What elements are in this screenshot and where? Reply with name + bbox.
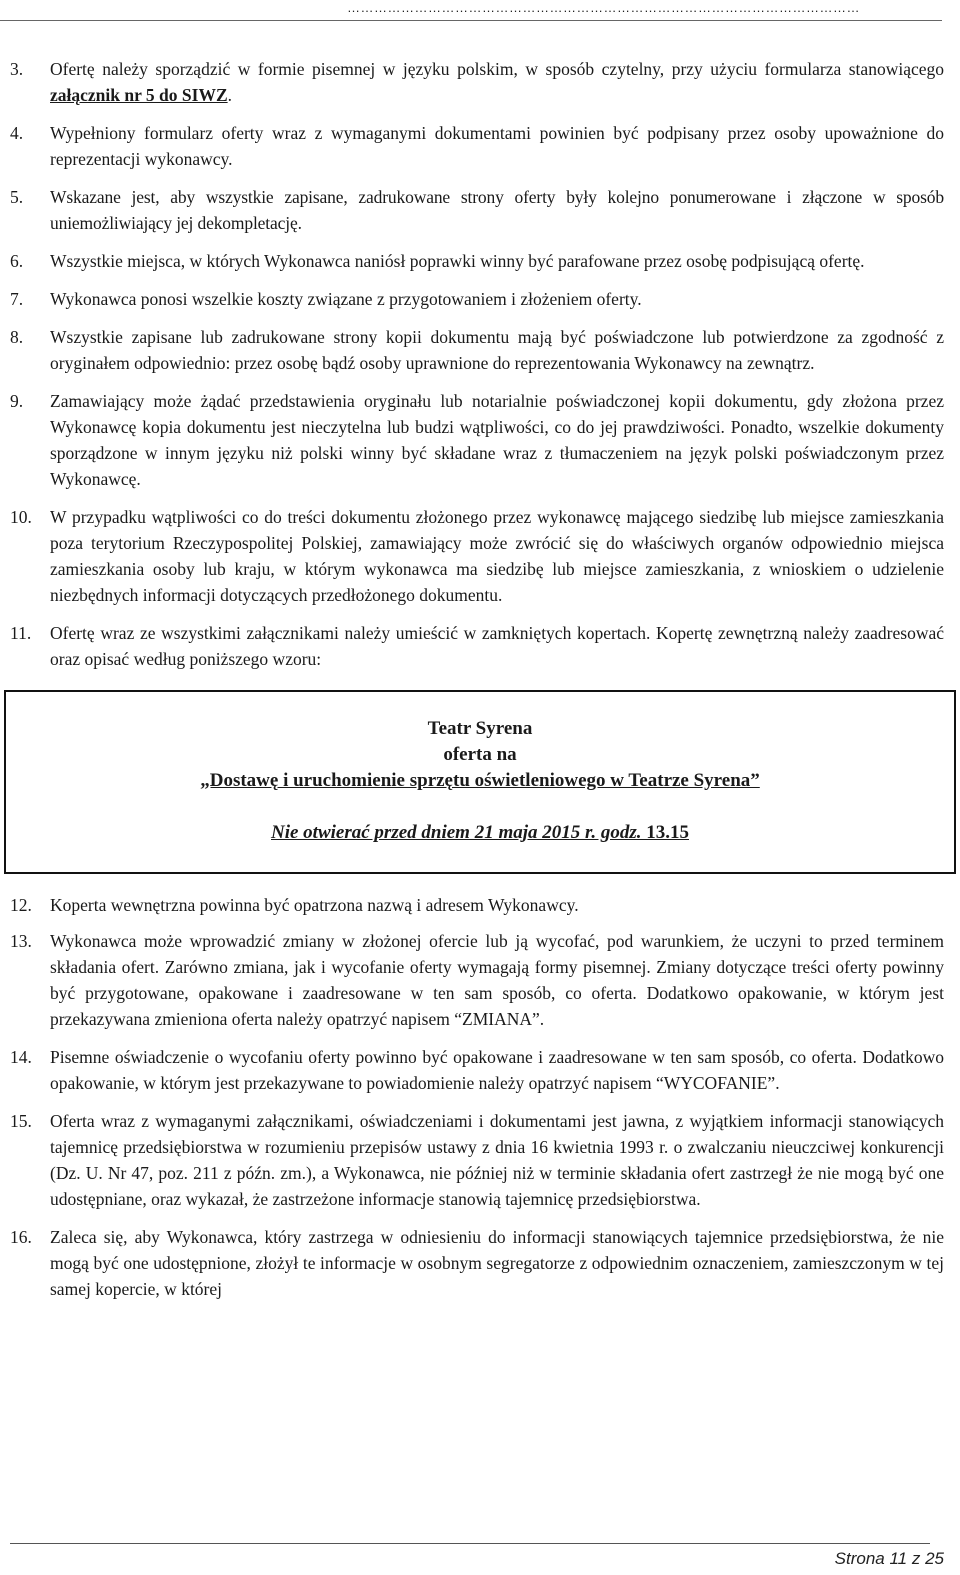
list-item bbox=[10, 286, 944, 312]
item-text: Wykonawca ponosi wszelkie koszty związane z przygotowaniem i złożeniem oferty. bbox=[50, 289, 642, 309]
envelope-opening-date: Nie otwierać przed dniem 21 maja 2015 r. godz. 13.15 bbox=[271, 822, 689, 843]
list-item bbox=[10, 248, 944, 274]
list-item bbox=[10, 388, 944, 492]
item-text: Wypełniony formularz oferty wraz z wymaganymi dokumentami powinien być podpisany przez osoby upoważnione do reprezentacji wykonawcy. bbox=[50, 123, 944, 169]
item-number: 14. bbox=[10, 1047, 32, 1067]
item-number: 3. bbox=[10, 59, 24, 79]
item-number: 7. bbox=[10, 289, 24, 309]
attachment-reference: załącznik nr 5 do SIWZ bbox=[50, 85, 228, 105]
item-text: W przypadku wątpliwości co do treści dokumentu złożonego przez wykonawcę mającego siedzibę lub miejsce zamieszkania poza terytorium Rzeczypospolitej Polskiej, zamawiający może zwrócić się do właściwych organów odpowiednio miejsca zamieszkania osoby lub kraju, w którym wykonawca ma siedzibę lub miejsce zamieszkania, z wnioskiem o udzielenie niezbędnych informacji dotyczących przedłożonego dokumentu. bbox=[50, 507, 944, 605]
instructions-list bbox=[10, 56, 944, 1302]
item-number: 16. bbox=[10, 1227, 32, 1247]
list-item bbox=[10, 324, 944, 376]
item-text: Ofertę należy sporządzić w formie pisemnej w języku polskim, w sposób czytelny, przy użyciu formularza stanowiącego załącznik nr 5 do SIWZ. bbox=[50, 59, 944, 105]
item-number: 15. bbox=[10, 1111, 32, 1131]
list-item bbox=[10, 1044, 944, 1096]
item-text: Wskazane jest, aby wszystkie zapisane, zadrukowane strony oferty były kolejno ponumerowane i złączone w sposób uniemożliwiający jej dekompletację. bbox=[50, 187, 944, 233]
list-item bbox=[10, 892, 944, 918]
list-item bbox=[10, 56, 944, 108]
item-text: Wykonawca może wprowadzić zmiany w złożonej ofercie lub ją wycofać, pod warunkiem, że uczyni to przed terminem składania ofert. Zarówno zmiana, jak i wycofanie oferty wymagają formy pisemnej. Zmiany dotyczące treści oferty powinny być przygotowane, opakowane i zaadresowane w ten sam sposób, co oferta. Dodatkowo opakowanie, w którym jest przekazywana zmieniona oferta należy opatrzyć napisem “ZMIANA”. bbox=[50, 931, 944, 1029]
item-number: 5. bbox=[10, 187, 24, 207]
list-item bbox=[10, 1108, 944, 1212]
item-text: Wszystkie zapisane lub zadrukowane strony kopii dokumentu mają być poświadczone lub potwierdzone za zgodność z oryginałem odpowiednio: przez osobę bądź osoby uprawnione do reprezentowania Wykonawcy na zewnątrz. bbox=[50, 327, 944, 373]
list-item bbox=[10, 504, 944, 608]
list-item bbox=[10, 1224, 944, 1302]
item-text: Ofertę wraz ze wszystkimi załącznikami należy umieścić w zamkniętych kopertach. Kopertę zewnętrzną należy zaadresować oraz opisać według poniższego wzoru: bbox=[50, 623, 944, 669]
envelope-subject: „Dostawę i uruchomienie sprzętu oświetleniowego w Teatrze Syrena” bbox=[200, 770, 760, 791]
item-text: Koperta wewnętrzna powinna być opatrzona nazwą i adresem Wykonawcy. bbox=[50, 895, 579, 915]
page-number: Strona 11 z 25 bbox=[834, 1549, 944, 1568]
item-number: 8. bbox=[10, 327, 24, 347]
list-item bbox=[10, 928, 944, 1032]
list-item bbox=[10, 620, 944, 672]
item-text: Wszystkie miejsca, w których Wykonawca naniósł poprawki winny być parafowane przez osobę podpisującą ofertę. bbox=[50, 251, 865, 271]
item-number: 13. bbox=[10, 931, 32, 951]
item-number: 4. bbox=[10, 123, 24, 143]
item-number: 11. bbox=[10, 623, 32, 643]
envelope-label-box bbox=[4, 690, 956, 874]
item-text: Oferta wraz z wymaganymi załącznikami, oświadczeniami i dokumentami jest jawna, z wyjątkiem informacji stanowiących tajemnicę przedsiębiorstwa w rozumieniu przepisów ustawy z dnia 16 kwietnia 1993 r. o zwalczaniu nieuczciwej konkurencji (Dz. U. Nr 47, poz. 211 z późn. zm.), a Wykonawca, nie później niż w terminie składania ofert zastrzegł że nie mogą być one udostępniane, oraz wykazał, że zastrzeżone informacje stanowią tajemnicę przedsiębiorstwa. bbox=[50, 1111, 944, 1209]
item-number: 6. bbox=[10, 251, 24, 271]
header-rule bbox=[0, 20, 942, 21]
header-dots: …………………………………………………………………………………………………… bbox=[347, 0, 860, 15]
list-item bbox=[10, 120, 944, 172]
item-text: Pisemne oświadczenie o wycofaniu oferty powinno być opakowane i zaadresowane w ten sam sposób, co oferta. Dodatkowo opakowanie, w którym jest przekazywane to powiadomienie należy opatrzyć napisem “WYCOFANIE”. bbox=[50, 1047, 944, 1093]
item-text: Zaleca się, aby Wykonawca, który zastrzega w odniesieniu do informacji stanowiących tajemnice przedsiębiorstwa, że nie mogą być one udostępnione, złożył te informacje w osobnym segregatorze z odpowiednim oznaczeniem, zamieszczonym w tej samej kopercie, w której bbox=[50, 1227, 944, 1299]
item-number: 10. bbox=[10, 507, 32, 527]
item-number: 9. bbox=[10, 391, 24, 411]
envelope-addressee: Teatr Syrena bbox=[427, 718, 533, 739]
footer-rule bbox=[10, 1543, 930, 1544]
item-number: 12. bbox=[10, 895, 32, 915]
envelope-offer-for: oferta na bbox=[443, 744, 517, 765]
list-item bbox=[10, 184, 944, 236]
item-text: Zamawiający może żądać przedstawienia oryginału lub notarialnie poświadczonej kopii dokumentu, gdy złożona przez Wykonawcę kopia dokumentu jest nieczytelna lub budzi wątpliwości, co do jej prawdziwości. Ponadto, wszelkie dokumenty sporządzone w innym języku niż polski winny być składane wraz z tłumaczeniem na język polski poświadczonym przez Wykonawcę. bbox=[50, 391, 944, 489]
